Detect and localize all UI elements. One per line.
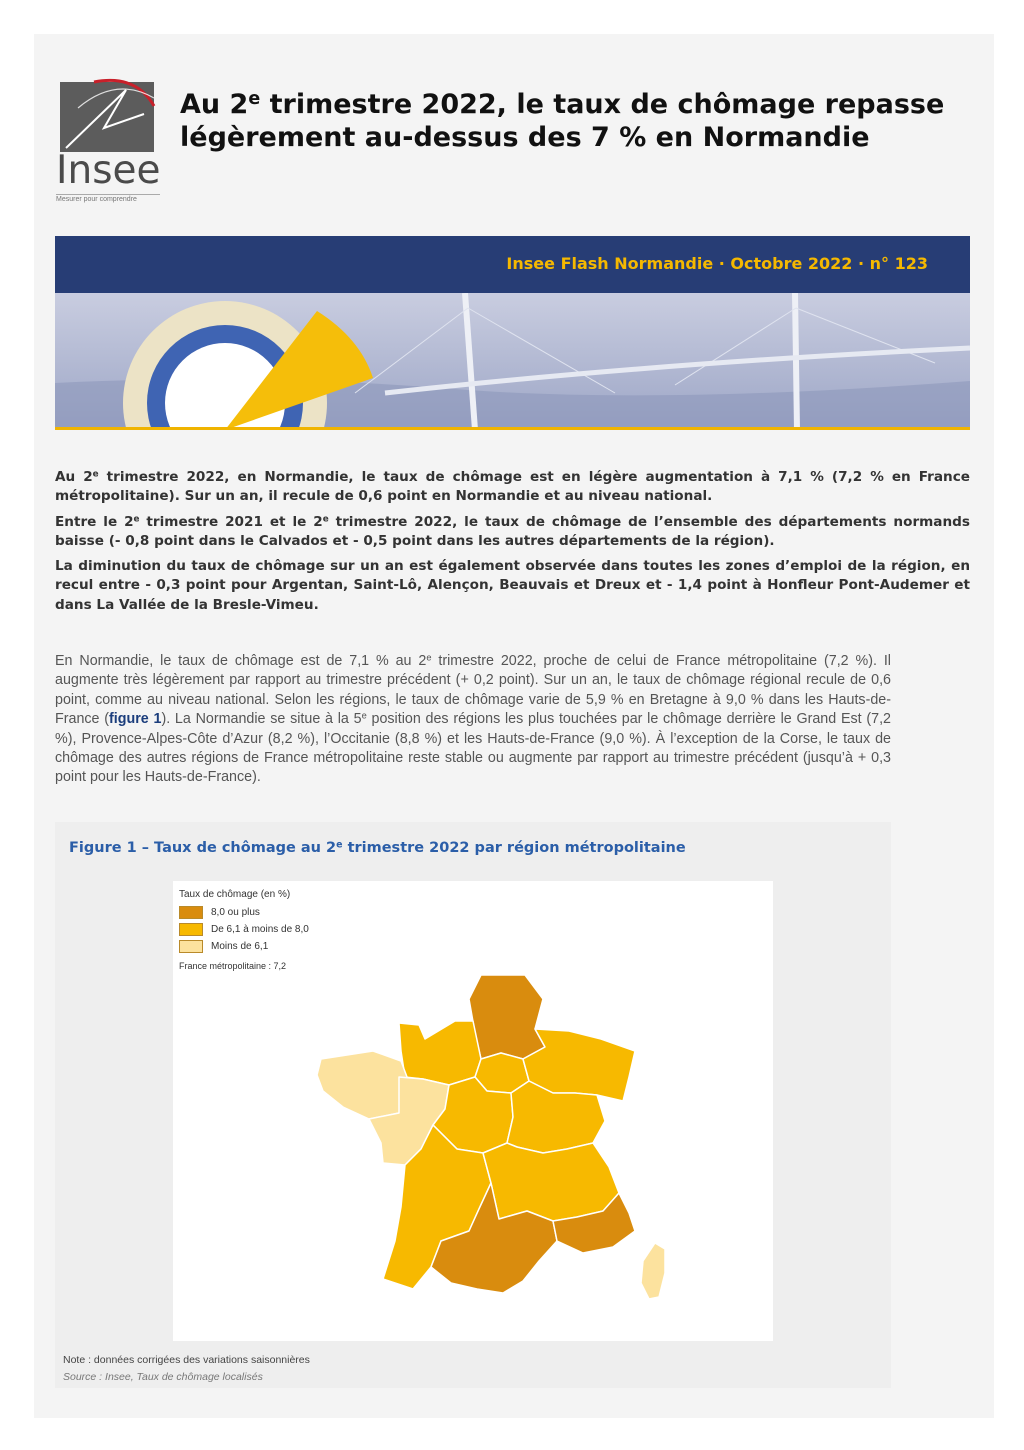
region-normandie [399,1021,481,1085]
lead-summary [55,468,970,621]
map-legend [179,889,309,971]
banner-band [55,236,970,293]
page-title: Au 2e trimestre 2022, le taux de chômage repasse légèrement au-dessus des 7 % en Normandie [180,89,945,153]
legend-label: Moins de 6,1 [211,941,269,952]
body-text [55,652,891,788]
lead-paragraph: La diminution du taux de chômage sur un an est également observée dans toutes les zones d’emploi de la région, en recul entre - 0,3 point pour Argentan, Saint-Lô, Alençon, Beauvais et Dreux et - 1,4 point à Honfleur Pont-Audemer et dans La Vallée de la Bresle-Vimeu. [55,558,970,613]
insee-logo [56,78,161,203]
region-hauts-de-france [469,975,545,1059]
body-paragraph: En Normandie, le taux de chômage est de 7,1 % au 2e trimestre 2022, proche de celui de France métropolitaine (7,2 %). Il augmente très légèrement par rapport au trimestre précédent (+ 0,2 point). Sur un an, le taux de chômage régional recule de 0,6 point, comme au niveau national. Selon les régions, le taux de chômage varie de 5,9 % en Bretagne à 9,0 % dans les Hauts-de-France (figure 1). La Normandie se situe à la 5e position des régions les plus touchées par le chômage derrière le Grand Est (7,2 %), Provence-Alpes-Côte d’Azur (8,2 %), l’Occitanie (8,8 %) et les Hauts-de-France (9,0 %). À l’exception de la Corse, le taux de chômage des autres régions de France métropolitaine reste stable ou augmente par rapport au trimestre précédent (jusqu’à + 0,3 point pour les Hauts-de-France). [55,652,892,786]
legend-item [179,904,309,921]
figure-source: Source : Insee, Taux de chômage localisés [63,1371,263,1383]
figure-note: Note : données corrigées des variations saisonnières [63,1354,310,1366]
insee-logo-icon [56,78,156,152]
lead-paragraph: Au 2e trimestre 2022, en Normandie, le taux de chômage est en légère augmentation à 7,1 % (7,2 % en France métropolitaine). Sur un an, il recule de 0,6 point en Normandie et au niveau national. [55,469,970,505]
banner-accent-line [55,427,970,430]
region-auvergne-rhone-alpes [483,1143,619,1221]
legend-item [179,921,309,938]
figure-1 [55,822,891,1388]
figure-link[interactable]: figure 1 [109,711,162,728]
legend-item [179,938,309,955]
lead-paragraph: Entre le 2e trimestre 2021 et le 2e trimestre 2022, le taux de chômage de l’ensemble des départements normands baisse (- 0,8 point dans le Calvados et - 0,5 point dans les autres départements de la région). [55,513,970,549]
insee-logo-tagline: Mesurer pour comprendre [56,194,160,203]
choropleth-map [173,881,773,1341]
banner-label: Insee Flash Normandie · Octobre 2022 · n° 123 [506,254,928,273]
banner-illustration [55,293,970,430]
legend-label: De 6,1 à moins de 8,0 [211,924,309,935]
insee-logo-text: Insee [56,148,161,193]
document-page [34,34,994,1418]
figure-title: Figure 1 – Taux de chômage au 2e trimestre 2022 par région métropolitaine [69,839,686,856]
france-average-note: France métropolitaine : 7,2 [179,961,287,971]
legend-swatch [179,923,203,936]
legend-swatch [179,940,203,953]
publication-banner [55,236,970,430]
legend-title: Taux de chômage (en %) [179,889,291,900]
region-corse [641,1243,665,1299]
region-bretagne [317,1051,407,1119]
legend-label: 8,0 ou plus [211,907,260,918]
legend-swatch [179,906,203,919]
